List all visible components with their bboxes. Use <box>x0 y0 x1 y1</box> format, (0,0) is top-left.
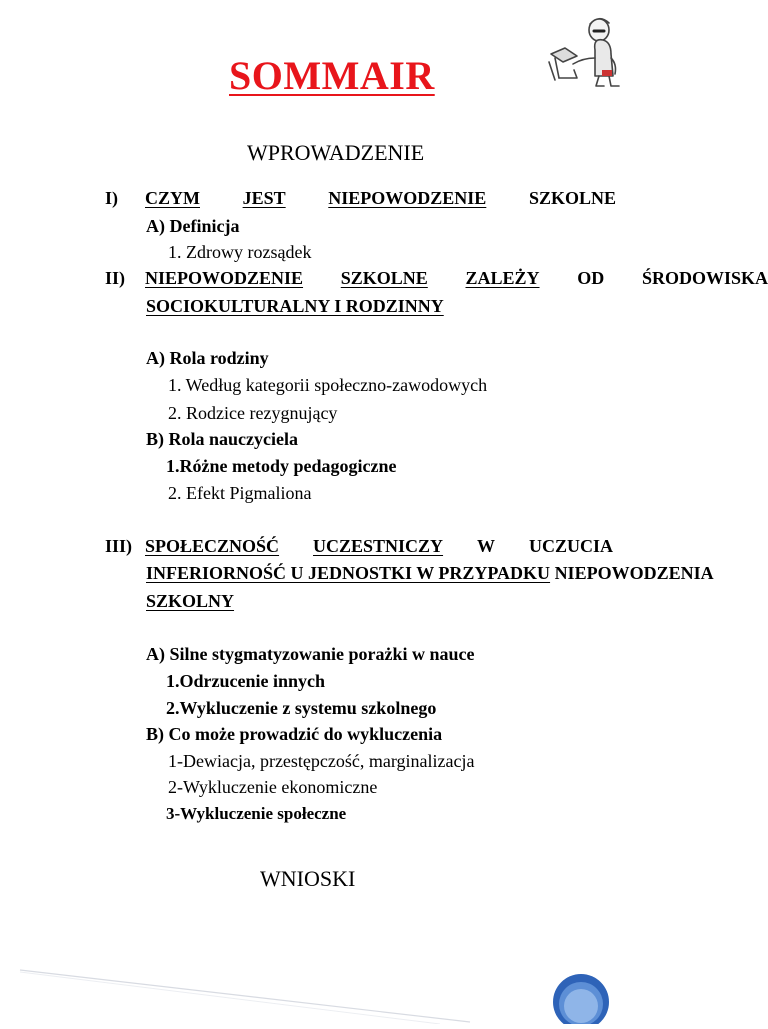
section-3-word: W <box>477 536 495 556</box>
section-2-word: ZALEŻY <box>465 268 540 288</box>
list-item: 1.Różne metody pedagogiczne <box>166 456 397 476</box>
section-1-heading <box>105 188 616 209</box>
section-3-numeral: III) <box>105 536 133 556</box>
list-item: 2-Wykluczenie ekonomiczne <box>168 777 378 797</box>
list-item: A) Definicja <box>146 216 240 236</box>
list-item: B) Co może prowadzić do wykluczenia <box>146 724 443 744</box>
page-title: SOMMAIR <box>229 53 435 98</box>
section-1-numeral: I) <box>105 188 118 208</box>
section-3-word: UCZUCIA <box>528 536 613 556</box>
list-item: 2.Wykluczenie z systemu szkolnego <box>166 698 437 718</box>
section-2-word: OD <box>577 268 605 288</box>
conclusion-heading: WNIOSKI <box>260 866 356 891</box>
list-item: 1. Według kategorii społeczno-zawodowych <box>168 375 488 395</box>
boy-with-book-illustration <box>545 14 631 95</box>
section-2-word: SZKOLNE <box>340 268 428 288</box>
section-3-heading-line2-rest: NIEPOWODZENIA <box>550 563 714 583</box>
section-2-heading-line2: SOCIOKULTURALNY I RODZINNY <box>146 296 444 316</box>
section-3-heading-line2 <box>146 563 714 584</box>
section-3-word: UCZESTNICZY <box>313 536 444 556</box>
section-2-numeral: II) <box>105 268 126 288</box>
list-item: 2. Efekt Pigmaliona <box>168 483 312 503</box>
list-item: A) Silne stygmatyzowanie porażki w nauce <box>146 644 475 664</box>
section-2-word: NIEPOWODZENIE <box>145 268 304 288</box>
section-3-word: SPOŁECZNOŚĆ <box>145 536 280 556</box>
section-2-word: ŚRODOWISKA <box>641 268 768 288</box>
section-3-heading-line2-underlined: INFERIORNOŚĆ U JEDNOSTKI W PRZYPADKU <box>146 563 551 583</box>
list-item: A) Rola rodziny <box>146 348 269 368</box>
list-item: 2. Rodzice rezygnujący <box>168 403 338 423</box>
list-item: 3-Wykluczenie społeczne <box>166 804 347 823</box>
section-1-word: NIEPOWODZENIE <box>328 188 487 208</box>
section-2-heading <box>105 268 768 289</box>
section-3-heading-line3: SZKOLNY <box>146 591 235 611</box>
list-item: 1.Odrzucenie innych <box>166 671 326 691</box>
section-1-word: SZKOLNE <box>528 188 616 208</box>
blue-circle-decoration-icon <box>551 972 611 1029</box>
page-bottom-decoration <box>0 960 768 1029</box>
section-1-word: CZYM <box>145 188 200 208</box>
list-item: B) Rola nauczyciela <box>146 429 298 449</box>
list-item: 1. Zdrowy rozsądek <box>168 242 312 262</box>
section-3-heading <box>105 536 613 557</box>
intro-heading: WPROWADZENIE <box>247 140 425 165</box>
list-item: 1-Dewiacja, przestępczość, marginalizacja <box>168 751 475 771</box>
section-1-word: JEST <box>242 188 286 208</box>
